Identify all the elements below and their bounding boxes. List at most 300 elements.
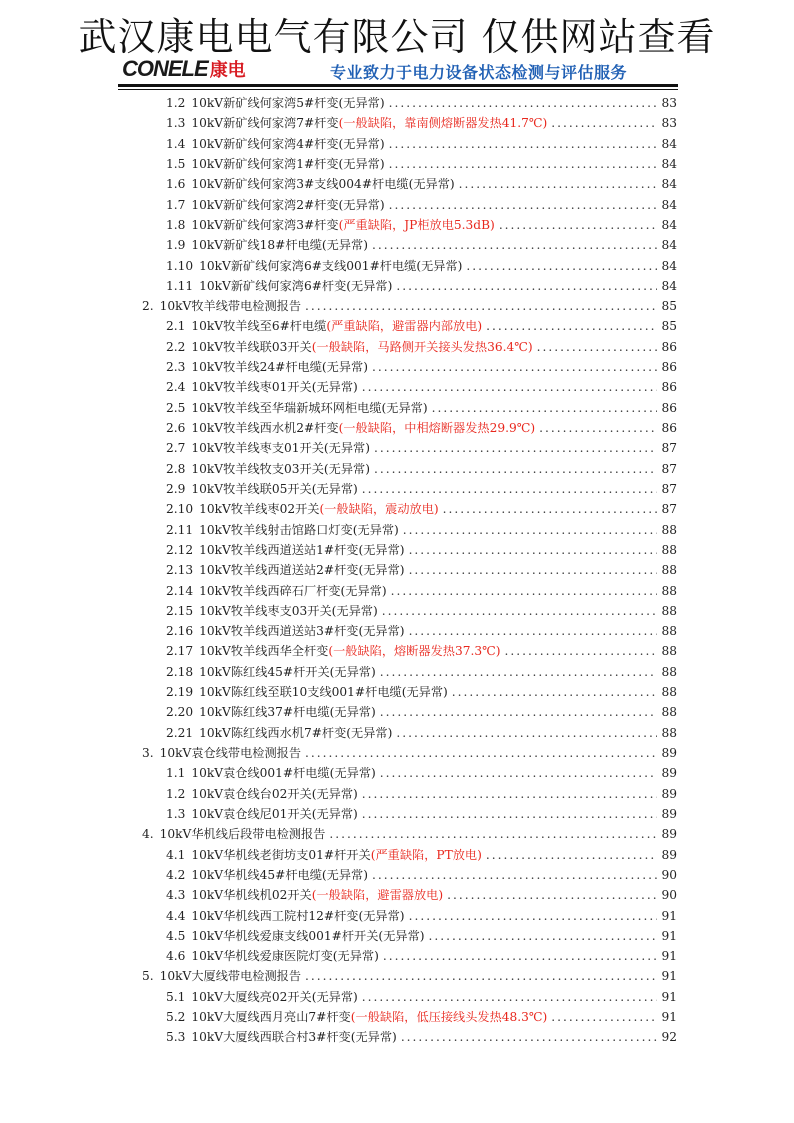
toc-entry[interactable]	[0, 418, 794, 438]
toc-dot-leader	[466, 256, 657, 276]
toc-entry-page-number: 86	[661, 360, 677, 375]
toc-dot-leader	[409, 560, 658, 580]
toc-entry-line	[166, 723, 677, 743]
toc-entry-line	[142, 743, 677, 763]
toc-entry-line	[166, 357, 677, 377]
toc-entry-title: 10kV牧羊线西道送站2#杆变(无异常)	[199, 563, 405, 578]
toc-dot-leader	[383, 946, 658, 966]
toc-entry-page-number: 84	[661, 278, 677, 293]
toc-dot-leader	[486, 845, 658, 865]
toc-dot-leader	[362, 479, 658, 499]
toc-dot-leader	[505, 641, 658, 661]
toc-entry-number: 1.11	[166, 278, 194, 293]
toc-entry-defect-note: (严重缺陷，PT放电)	[370, 847, 482, 862]
toc-dot-leader	[459, 174, 658, 194]
toc-entry-title: 10kV牧羊线射击馆路口灯变(无异常)	[199, 522, 399, 537]
toc-entry-page-number: 92	[661, 1030, 677, 1045]
toc-entry[interactable]	[0, 1007, 794, 1027]
toc-entry-page-number: 84	[661, 258, 677, 273]
toc-entry-line	[166, 702, 677, 722]
toc-entry-number: 1.3	[166, 806, 186, 821]
toc-entry-number: 2.18	[166, 664, 194, 679]
toc-entry-line	[166, 662, 677, 682]
toc-entry-number: 1.10	[166, 258, 194, 273]
toc-entry-line	[142, 824, 677, 844]
toc-entry-title: 10kV华机线45#杆电缆(无异常)	[191, 867, 369, 882]
toc-entry-number: 4.	[142, 827, 154, 842]
toc-entry[interactable]	[0, 601, 794, 621]
toc-entry[interactable]	[0, 784, 794, 804]
toc-entry-line	[166, 479, 677, 499]
toc-dot-leader	[305, 743, 657, 763]
toc-dot-leader	[362, 377, 658, 397]
toc-dot-leader	[382, 601, 658, 621]
toc-entry-title: 10kV陈红线西水机7#杆变(无异常)	[199, 725, 393, 740]
toc-dot-leader	[409, 906, 658, 926]
toc-entry[interactable]	[0, 763, 794, 783]
toc-entry-line	[166, 174, 677, 194]
toc-entry-line	[166, 459, 677, 479]
toc-entry-number: 2.1	[166, 319, 186, 334]
toc-entry-page-number: 88	[661, 542, 677, 557]
toc-entry[interactable]	[0, 316, 794, 336]
toc-entry[interactable]	[0, 174, 794, 194]
toc-entry-page-number: 89	[661, 806, 677, 821]
toc-entry-line	[166, 601, 677, 621]
toc-entry-page-number: 86	[661, 339, 677, 354]
toc-entry-defect-note: (一般缺陷，靠南侧熔断器发热41.7℃)	[338, 116, 548, 131]
toc-entry[interactable]	[0, 581, 794, 601]
toc-entry-title: 10kV袁仓线台02开关(无异常)	[191, 786, 358, 801]
toc-entry[interactable]	[0, 702, 794, 722]
toc-dot-leader	[403, 520, 658, 540]
toc-entry-defect-note: (严重缺陷，避雷器内部放电)	[326, 319, 483, 334]
toc-entry-title: 10kV新矿线何家湾3#杆变	[191, 217, 339, 232]
toc-entry-number: 1.7	[166, 197, 186, 212]
toc-entry-page-number: 91	[661, 949, 677, 964]
toc-entry-title: 10kV新矿线何家湾1#杆变(无异常)	[191, 156, 385, 171]
toc-entry-number: 3.	[142, 746, 154, 760]
header-rule-thin	[118, 89, 678, 90]
toc-entry-page-number: 88	[661, 725, 677, 740]
toc-entry-title: 10kV牧羊线枣支01开关(无异常)	[191, 441, 370, 456]
toc-dot-leader	[486, 316, 657, 336]
toc-entry-line	[166, 885, 677, 905]
toc-entry-title: 10kV华机线老街坊支01#杆开关	[191, 847, 371, 862]
toc-entry-number: 2.11	[166, 522, 194, 537]
toc-entry[interactable]	[0, 479, 794, 499]
toc-entry-number: 1.2	[166, 96, 186, 110]
toc-entry-line	[166, 499, 677, 519]
logo-wordmark: CONELE	[122, 56, 208, 81]
toc-entry-page-number: 91	[661, 989, 677, 1004]
toc-entry-page-number: 88	[661, 563, 677, 578]
toc-dot-leader	[389, 195, 658, 215]
toc-dot-leader	[374, 459, 658, 479]
toc-dot-leader	[362, 784, 658, 804]
toc-entry-line	[166, 215, 677, 235]
toc-entry-title: 10kV牧羊线带电检测报告	[159, 299, 302, 314]
toc-entry-number: 1.1	[166, 766, 186, 781]
toc-entry-page-number: 88	[661, 685, 677, 700]
toc-dot-leader	[551, 113, 657, 133]
toc-entry[interactable]	[0, 93, 794, 113]
toc-entry-title: 10kV牧羊线联05开关(无异常)	[191, 481, 358, 496]
toc-entry-line	[166, 581, 677, 601]
toc-section-entry[interactable]	[0, 966, 794, 986]
toc-dot-leader	[537, 337, 658, 357]
toc-dot-leader	[447, 885, 657, 905]
logo-chinese: 康电	[209, 60, 246, 81]
toc-dot-leader	[380, 662, 658, 682]
toc-entry[interactable]	[0, 845, 794, 865]
toc-entry-number: 2.6	[166, 421, 186, 435]
toc-entry-title: 10kV新矿线何家湾4#杆变(无异常)	[191, 136, 385, 151]
toc-dot-leader	[380, 763, 658, 783]
toc-dot-leader	[305, 296, 657, 316]
toc-entry-title: 10kV牧羊线西道送站3#杆变(无异常)	[199, 624, 405, 639]
toc-dot-leader	[432, 398, 658, 418]
toc-dot-leader	[401, 1027, 658, 1047]
toc-entry-line	[166, 621, 677, 641]
toc-entry-page-number: 86	[661, 380, 677, 395]
toc-entry-title: 10kV牧羊线至华瑞新城环网柜电缆(无异常)	[191, 400, 428, 415]
toc-section-entry[interactable]	[0, 824, 794, 844]
toc-dot-leader	[551, 1007, 657, 1027]
toc-entry[interactable]	[0, 662, 794, 682]
toc-entry-number: 2.20	[166, 705, 194, 720]
toc-entry-page-number: 87	[661, 461, 677, 476]
toc-entry-title: 10kV陈红线37#杆电缆(无异常)	[199, 705, 376, 720]
toc-entry-title: 10kV华机线后段带电检测报告	[159, 827, 326, 842]
toc-entry-line	[166, 1007, 677, 1027]
toc-entry-defect-note: (严重缺陷，JP柜放电5.3dB)	[338, 217, 495, 232]
toc-entry-number: 2.13	[166, 563, 194, 578]
toc-section-entry[interactable]	[0, 743, 794, 763]
toc-entry-line	[166, 316, 677, 336]
toc-entry-page-number: 83	[661, 96, 677, 110]
toc-dot-leader	[374, 438, 658, 458]
toc-entry[interactable]	[0, 682, 794, 702]
toc-entry-title: 10kV陈红线至联10支线001#杆电缆(无异常)	[199, 685, 448, 700]
toc-entry[interactable]	[0, 926, 794, 946]
toc-entry-line	[166, 113, 677, 133]
toc-entry-line	[166, 946, 677, 966]
toc-entry-page-number: 84	[661, 238, 677, 253]
toc-entry-number: 4.4	[166, 908, 186, 923]
toc-entry-number: 4.5	[166, 928, 186, 943]
toc-dot-leader	[389, 154, 658, 174]
toc-entry[interactable]	[0, 195, 794, 215]
toc-entry-line	[166, 93, 677, 113]
toc-entry-line	[166, 256, 677, 276]
toc-entry-page-number: 88	[661, 624, 677, 639]
toc-entry-number: 5.3	[166, 1030, 186, 1045]
toc-dot-leader	[409, 621, 658, 641]
toc-entry-page-number: 89	[661, 786, 677, 801]
toc-entry-page-number: 84	[661, 136, 677, 151]
toc-entry-line	[166, 804, 677, 824]
toc-entry[interactable]	[0, 438, 794, 458]
toc-entry-number: 4.3	[166, 888, 186, 903]
toc-dot-leader	[372, 865, 657, 885]
toc-entry-line	[166, 1027, 677, 1047]
toc-dot-leader	[372, 357, 657, 377]
toc-entry-page-number: 85	[661, 299, 677, 314]
toc-entry-number: 2.19	[166, 685, 194, 700]
table-of-contents	[0, 93, 794, 1048]
toc-entry-title: 10kV大厦线亮02开关(无异常)	[191, 989, 358, 1004]
toc-entry[interactable]	[0, 499, 794, 519]
toc-entry-line	[166, 845, 677, 865]
toc-entry-line	[166, 134, 677, 154]
toc-entry-page-number: 91	[661, 1010, 677, 1025]
toc-dot-leader	[443, 499, 658, 519]
toc-dot-leader	[362, 804, 658, 824]
toc-entry-line	[166, 560, 677, 580]
company-slogan: 专业致力于电力设备状态检测与评估服务	[330, 63, 628, 82]
toc-entry-line	[166, 276, 677, 296]
toc-entry-line	[166, 540, 677, 560]
toc-entry-number: 2.10	[166, 502, 194, 517]
toc-entry[interactable]	[0, 621, 794, 641]
toc-entry-title: 10kV牧羊线西水机2#杆变	[191, 421, 339, 435]
toc-entry-title: 10kV华机线爱康医院灯变(无异常)	[191, 949, 379, 964]
toc-dot-leader	[389, 134, 658, 154]
toc-entry[interactable]	[0, 276, 794, 296]
toc-entry-page-number: 86	[661, 400, 677, 415]
toc-dot-leader	[396, 276, 657, 296]
toc-dot-leader	[539, 418, 657, 438]
toc-entry-page-number: 84	[661, 177, 677, 192]
toc-entry[interactable]	[0, 235, 794, 255]
toc-entry[interactable]	[0, 337, 794, 357]
toc-entry[interactable]	[0, 560, 794, 580]
toc-entry-page-number: 90	[661, 888, 677, 903]
toc-dot-leader	[389, 93, 658, 113]
toc-entry[interactable]	[0, 520, 794, 540]
toc-entry-title: 10kV牧羊线西华全杆变	[199, 644, 329, 659]
toc-entry-page-number: 88	[661, 644, 677, 659]
toc-entry-page-number: 84	[661, 217, 677, 232]
toc-entry-number: 1.6	[166, 177, 186, 192]
toc-entry[interactable]	[0, 987, 794, 1007]
toc-entry-line	[166, 154, 677, 174]
toc-entry-page-number: 87	[661, 502, 677, 517]
toc-entry[interactable]	[0, 946, 794, 966]
toc-entry-line	[166, 438, 677, 458]
toc-dot-leader	[391, 581, 658, 601]
toc-entry-number: 2.5	[166, 400, 186, 415]
toc-entry-title: 10kV袁仓线尼01开关(无异常)	[191, 806, 358, 821]
toc-entry-page-number: 88	[661, 603, 677, 618]
toc-entry-number: 4.1	[166, 847, 186, 862]
toc-entry-title: 10kV新矿线18#杆电缆(无异常)	[191, 238, 369, 253]
toc-entry[interactable]	[0, 113, 794, 133]
toc-entry-title: 10kV大厦线西月亮山7#杆变	[191, 1010, 351, 1025]
toc-entry[interactable]	[0, 154, 794, 174]
toc-entry-line	[166, 865, 677, 885]
toc-entry[interactable]	[0, 134, 794, 154]
page-header-title: 武汉康电电气有限公司 仅供网站查看	[78, 15, 716, 59]
toc-entry-number: 2.2	[166, 339, 186, 354]
toc-entry-page-number: 89	[661, 746, 677, 760]
toc-entry-line	[166, 337, 677, 357]
toc-entry-number: 5.2	[166, 1010, 186, 1025]
toc-entry-line	[166, 195, 677, 215]
toc-entry-title: 10kV新矿线何家湾6#杆变(无异常)	[199, 278, 393, 293]
toc-entry-page-number: 88	[661, 522, 677, 537]
toc-entry-line	[166, 520, 677, 540]
toc-entry-defect-note: (一般缺陷，中相熔断器发热29.9℃)	[338, 421, 536, 435]
toc-entry-title: 10kV牧羊线西碎石厂杆变(无异常)	[199, 583, 387, 598]
toc-entry-number: 1.5	[166, 156, 186, 171]
toc-entry-number: 1.2	[166, 786, 186, 801]
company-logo	[122, 56, 246, 82]
toc-entry-line	[166, 682, 677, 702]
toc-entry[interactable]	[0, 865, 794, 885]
toc-entry-title: 10kV华机线爱康支线001#杆开关(无异常)	[191, 928, 425, 943]
toc-entry-defect-note: (一般缺陷，震动放电)	[319, 502, 439, 517]
toc-entry-line	[166, 418, 677, 438]
toc-entry-number: 2.9	[166, 481, 186, 496]
toc-entry-number: 4.2	[166, 867, 186, 882]
toc-entry-line	[166, 398, 677, 418]
toc-entry-title: 10kV华机线机02开关	[191, 888, 312, 903]
header-rule-thick	[118, 84, 678, 87]
toc-entry-page-number: 89	[661, 766, 677, 781]
toc-entry-defect-note: (一般缺陷，马路侧开关接头发热36.4℃)	[311, 339, 533, 354]
toc-entry-number: 1.8	[166, 217, 186, 232]
toc-entry-line	[166, 987, 677, 1007]
toc-section-entry[interactable]	[0, 296, 794, 316]
toc-entry-number: 2.17	[166, 644, 194, 659]
toc-entry-number: 2.12	[166, 542, 194, 557]
toc-entry-number: 5.	[142, 969, 154, 984]
toc-entry-line	[166, 926, 677, 946]
toc-entry-title: 10kV牧羊线至6#杆电缆	[191, 319, 327, 334]
toc-entry-number: 4.6	[166, 949, 186, 964]
toc-entry-page-number: 83	[661, 116, 677, 131]
toc-entry[interactable]	[0, 906, 794, 926]
toc-entry-page-number: 90	[661, 867, 677, 882]
toc-dot-leader	[380, 702, 658, 722]
toc-entry-page-number: 88	[661, 705, 677, 720]
toc-dot-leader	[452, 682, 658, 702]
toc-entry-defect-note: (一般缺陷，熔断器发热37.3℃)	[328, 644, 501, 659]
toc-entry-title: 10kV牧羊线枣02开关	[199, 502, 320, 517]
toc-entry-number: 1.4	[166, 136, 186, 151]
toc-entry[interactable]	[0, 398, 794, 418]
toc-entry-page-number: 89	[661, 847, 677, 862]
toc-entry-number: 2.7	[166, 441, 186, 456]
toc-entry-line	[166, 906, 677, 926]
toc-entry[interactable]	[0, 540, 794, 560]
toc-entry-page-number: 88	[661, 583, 677, 598]
toc-entry-title: 10kV新矿线何家湾6#支线001#杆电缆(无异常)	[199, 258, 463, 273]
toc-entry-page-number: 87	[661, 481, 677, 496]
toc-entry-title: 10kV新矿线何家湾7#杆变	[191, 116, 339, 131]
toc-entry-page-number: 91	[661, 908, 677, 923]
toc-entry-title: 10kV新矿线何家湾5#杆变(无异常)	[191, 96, 385, 110]
toc-entry-defect-note: (一般缺陷，避雷器放电)	[311, 888, 444, 903]
toc-entry-page-number: 91	[661, 928, 677, 943]
toc-dot-leader	[499, 215, 658, 235]
toc-entry-defect-note: (一般缺陷，低压接线头发热48.3℃)	[350, 1010, 548, 1025]
toc-entry[interactable]	[0, 256, 794, 276]
toc-entry-number: 2.16	[166, 624, 194, 639]
toc-entry-page-number: 87	[661, 441, 677, 456]
toc-entry-title: 10kV牧羊线枣支03开关(无异常)	[199, 603, 378, 618]
toc-dot-leader	[329, 824, 657, 844]
toc-entry-page-number: 86	[661, 421, 677, 435]
toc-entry-line	[166, 641, 677, 661]
toc-dot-leader	[305, 966, 657, 986]
toc-entry[interactable]	[0, 723, 794, 743]
toc-entry-number: 2.8	[166, 461, 186, 476]
toc-entry-page-number: 85	[661, 319, 677, 334]
toc-entry-number: 2.14	[166, 583, 194, 598]
toc-entry[interactable]	[0, 215, 794, 235]
toc-dot-leader	[372, 235, 657, 255]
toc-entry-page-number: 84	[661, 156, 677, 171]
toc-entry-number: 1.3	[166, 116, 186, 131]
toc-entry-title: 10kV牧羊线24#杆电缆(无异常)	[191, 360, 369, 375]
toc-entry-page-number: 84	[661, 197, 677, 212]
toc-entry-title: 10kV牧羊线西道送站1#杆变(无异常)	[199, 542, 405, 557]
toc-entry[interactable]	[0, 377, 794, 397]
toc-entry-title: 10kV牧羊线联03开关	[191, 339, 312, 354]
toc-entry-line	[166, 784, 677, 804]
toc-entry-title: 10kV牧羊线枣01开关(无异常)	[191, 380, 358, 395]
toc-dot-leader	[409, 540, 658, 560]
toc-entry-title: 10kV袁仓线001#杆电缆(无异常)	[191, 766, 376, 781]
toc-entry[interactable]	[0, 641, 794, 661]
toc-entry-number: 2.15	[166, 603, 194, 618]
toc-entry-title: 10kV袁仓线带电检测报告	[159, 746, 302, 760]
toc-entry-number: 2.3	[166, 360, 186, 375]
toc-entry[interactable]	[0, 1027, 794, 1047]
toc-entry-title: 10kV大厦线西联合村3#杆变(无异常)	[191, 1030, 397, 1045]
toc-entry-title: 10kV陈红线45#杆开关(无异常)	[199, 664, 376, 679]
toc-entry[interactable]	[0, 459, 794, 479]
toc-entry[interactable]	[0, 357, 794, 377]
toc-entry[interactable]	[0, 885, 794, 905]
toc-entry-line	[166, 377, 677, 397]
toc-entry-number: 1.9	[166, 238, 186, 253]
toc-entry-title: 10kV华机线西工院村12#杆变(无异常)	[191, 908, 405, 923]
toc-entry[interactable]	[0, 804, 794, 824]
toc-entry-line	[166, 235, 677, 255]
toc-entry-title: 10kV新矿线何家湾3#支线004#杆电缆(无异常)	[191, 177, 455, 192]
toc-entry-line	[142, 296, 677, 316]
toc-dot-leader	[362, 987, 658, 1007]
toc-entry-page-number: 89	[661, 827, 677, 842]
toc-entry-number: 5.1	[166, 989, 186, 1004]
toc-entry-number: 2.21	[166, 725, 194, 740]
toc-entry-title: 10kV大厦线带电检测报告	[159, 969, 302, 984]
toc-entry-page-number: 91	[661, 969, 677, 984]
toc-entry-number: 2.4	[166, 380, 186, 395]
toc-entry-line	[166, 763, 677, 783]
toc-entry-page-number: 88	[661, 664, 677, 679]
toc-entry-title: 10kV牧羊线牧支03开关(无异常)	[191, 461, 370, 476]
toc-entry-number: 2.	[142, 299, 154, 314]
toc-entry-line	[142, 966, 677, 986]
toc-entry-title: 10kV新矿线何家湾2#杆变(无异常)	[191, 197, 385, 212]
toc-dot-leader	[429, 926, 658, 946]
toc-dot-leader	[396, 723, 657, 743]
